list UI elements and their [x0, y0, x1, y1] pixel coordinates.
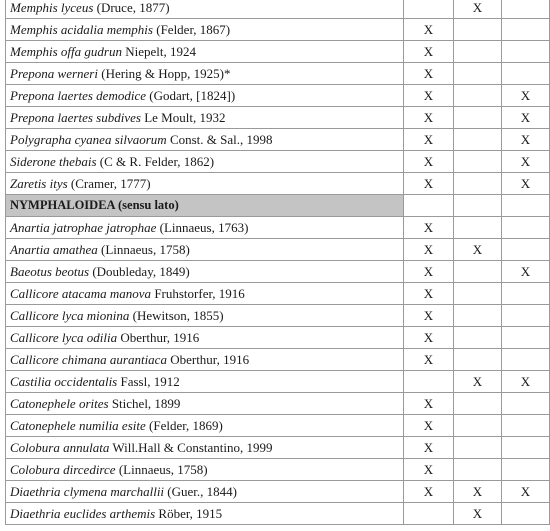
species-name-cell [6, 481, 404, 503]
species-binomial: Catonephele orites [10, 395, 109, 411]
species-authority: (Hering & Hopp, 1925)* [97, 65, 231, 81]
species-binomial: Castilia occidentalis [10, 373, 118, 389]
species-binomial: Anartia amathea [10, 241, 98, 257]
presence-mark-col-1: X [404, 41, 454, 63]
presence-mark-col-3: X [502, 261, 550, 283]
table-row [6, 41, 550, 63]
presence-mark-col-2 [454, 63, 502, 85]
table-row [6, 415, 550, 437]
presence-mark-col-3 [502, 305, 550, 327]
table-row [6, 217, 550, 239]
species-authority: (C & R. Felder, 1862) [96, 153, 215, 169]
presence-mark-col-1: X [404, 305, 454, 327]
presence-mark-col-3 [502, 19, 550, 41]
presence-mark-col-1: X [404, 129, 454, 151]
table-row [6, 437, 550, 459]
presence-mark-col-1: X [404, 217, 454, 239]
species-authority: (Doubleday, 1849) [89, 263, 190, 279]
species-binomial: Prepona laertes subdives [10, 109, 141, 125]
species-authority: (Hewitson, 1855) [129, 307, 224, 323]
presence-mark-col-1: X [404, 459, 454, 481]
species-authority: Const. & Sal., 1998 [166, 131, 273, 147]
species-binomial: Callicore atacama manova [10, 285, 152, 301]
table-row [6, 371, 550, 393]
table-row [6, 107, 550, 129]
presence-mark-col-3 [502, 459, 550, 481]
presence-mark-col-3 [502, 217, 550, 239]
presence-mark-col-1: X [404, 85, 454, 107]
species-binomial: Prepona werneri [10, 65, 98, 81]
species-binomial: Diaethria clymena marchallii [10, 483, 165, 499]
presence-mark-col-1: X [404, 481, 454, 503]
table-row [6, 283, 550, 305]
species-authority: (Linnaeus, 1763) [156, 219, 249, 235]
species-binomial: Memphis lyceus [10, 0, 94, 15]
presence-mark-col-3: X [502, 107, 550, 129]
section-blank-cell [404, 195, 454, 217]
section-header: NYMPHALOIDEA (sensu lato) [6, 195, 404, 217]
presence-mark-col-3 [502, 437, 550, 459]
species-authority: (Guer., 1844) [164, 483, 237, 499]
species-table-body [6, 0, 550, 525]
presence-mark-col-1: X [404, 283, 454, 305]
presence-mark-col-2 [454, 85, 502, 107]
presence-mark-col-1 [404, 503, 454, 525]
species-name-cell [6, 19, 404, 41]
presence-mark-col-2 [454, 41, 502, 63]
table-row [6, 0, 550, 19]
presence-mark-col-3: X [502, 85, 550, 107]
table-row [6, 85, 550, 107]
presence-mark-col-3 [502, 63, 550, 85]
species-name-cell [6, 0, 404, 19]
presence-mark-col-3: X [502, 129, 550, 151]
presence-mark-col-3 [502, 283, 550, 305]
presence-mark-col-1 [404, 371, 454, 393]
section-blank-cell [454, 195, 502, 217]
table-row [6, 63, 550, 85]
presence-mark-col-1: X [404, 151, 454, 173]
presence-mark-col-2: X [454, 371, 502, 393]
species-binomial: Polygrapha cyanea silvaorum [10, 131, 167, 147]
presence-mark-col-3 [502, 0, 550, 19]
presence-mark-col-1: X [404, 349, 454, 371]
presence-mark-col-2 [454, 173, 502, 195]
species-name-cell [6, 415, 404, 437]
presence-mark-col-2: X [454, 503, 502, 525]
presence-mark-col-1: X [404, 393, 454, 415]
species-name-cell [6, 327, 404, 349]
presence-mark-col-3: X [502, 371, 550, 393]
presence-mark-col-2 [454, 349, 502, 371]
presence-mark-col-2 [454, 459, 502, 481]
presence-mark-col-2 [454, 327, 502, 349]
presence-mark-col-2 [454, 261, 502, 283]
presence-mark-col-1: X [404, 19, 454, 41]
species-binomial: Colobura dircedirce [10, 461, 116, 477]
species-name-cell [6, 349, 404, 371]
presence-mark-col-3 [502, 415, 550, 437]
presence-mark-col-3: X [502, 481, 550, 503]
presence-mark-col-2 [454, 437, 502, 459]
species-name-cell [6, 173, 404, 195]
presence-mark-col-2 [454, 393, 502, 415]
species-authority: Will.Hall & Constantino, 1999 [109, 439, 273, 455]
presence-mark-col-1: X [404, 327, 454, 349]
species-authority: Oberthur, 1916 [117, 329, 200, 345]
species-name-cell [6, 437, 404, 459]
species-binomial: Baeotus beotus [10, 263, 90, 279]
species-binomial: Prepona laertes demodice [10, 87, 146, 103]
species-binomial: Memphis acidalia memphis [10, 21, 153, 37]
species-name-cell [6, 393, 404, 415]
species-binomial: Anartia jatrophae jatrophae [10, 219, 157, 235]
species-table [5, 0, 550, 525]
presence-mark-col-1: X [404, 63, 454, 85]
species-name-cell [6, 503, 404, 525]
species-authority: Le Moult, 1932 [140, 109, 226, 125]
presence-mark-col-1 [404, 0, 454, 19]
species-binomial: Colobura annulata [10, 439, 110, 455]
presence-mark-col-3 [502, 41, 550, 63]
species-name-cell [6, 85, 404, 107]
presence-mark-col-1: X [404, 173, 454, 195]
species-name-cell [6, 129, 404, 151]
table-row [6, 393, 550, 415]
species-authority: Stichel, 1899 [108, 395, 181, 411]
species-binomial: Catonephele numilia esite [10, 417, 146, 433]
presence-mark-col-3 [502, 327, 550, 349]
species-name-cell [6, 217, 404, 239]
species-authority: Fassl, 1912 [117, 373, 180, 389]
table-row [6, 349, 550, 371]
species-binomial: Siderone thebais [10, 153, 97, 169]
presence-mark-col-2: X [454, 481, 502, 503]
species-authority: (Felder, 1869) [145, 417, 223, 433]
presence-mark-col-2 [454, 415, 502, 437]
table-row [6, 261, 550, 283]
species-authority: (Linnaeus, 1758) [115, 461, 208, 477]
presence-mark-col-3 [502, 349, 550, 371]
species-binomial: Callicore lyca mionina [10, 307, 130, 323]
species-name-cell [6, 239, 404, 261]
species-binomial: Memphis offa gudrun [10, 43, 122, 59]
presence-mark-col-1: X [404, 261, 454, 283]
species-authority: Niepelt, 1924 [121, 43, 196, 59]
species-authority: Fruhstorfer, 1916 [151, 285, 245, 301]
species-name-cell [6, 41, 404, 63]
presence-mark-col-2: X [454, 239, 502, 261]
presence-mark-col-2 [454, 129, 502, 151]
presence-mark-col-3: X [502, 173, 550, 195]
presence-mark-col-2 [454, 19, 502, 41]
section-header-row [6, 195, 550, 217]
table-row [6, 481, 550, 503]
presence-mark-col-3 [502, 503, 550, 525]
presence-mark-col-1: X [404, 415, 454, 437]
species-name-cell [6, 371, 404, 393]
table-row [6, 239, 550, 261]
table-row [6, 129, 550, 151]
table-row [6, 503, 550, 525]
section-blank-cell [502, 195, 550, 217]
table-row [6, 19, 550, 41]
species-authority: (Godart, [1824]) [145, 87, 236, 103]
presence-mark-col-2 [454, 217, 502, 239]
table-row [6, 305, 550, 327]
presence-mark-col-2 [454, 305, 502, 327]
species-binomial: Callicore chimana aurantiaca [10, 351, 167, 367]
species-name-cell [6, 261, 404, 283]
species-name-cell [6, 305, 404, 327]
species-name-cell [6, 107, 404, 129]
species-authority: Oberthur, 1916 [166, 351, 250, 367]
species-authority: (Druce, 1877) [93, 0, 170, 15]
species-binomial: Callicore lyca odilia [10, 329, 118, 345]
presence-mark-col-3: X [502, 151, 550, 173]
table-row [6, 173, 550, 195]
table-row [6, 327, 550, 349]
presence-mark-col-2 [454, 151, 502, 173]
table-row [6, 151, 550, 173]
species-name-cell [6, 63, 404, 85]
species-authority: (Cramer, 1777) [67, 175, 151, 191]
presence-mark-col-2: X [454, 0, 502, 19]
table-row [6, 459, 550, 481]
presence-mark-col-2 [454, 107, 502, 129]
species-name-cell [6, 151, 404, 173]
species-name-cell [6, 459, 404, 481]
species-authority: (Linnaeus, 1758) [97, 241, 190, 257]
species-binomial: Zaretis itys [10, 175, 68, 191]
species-name-cell [6, 283, 404, 305]
presence-mark-col-1: X [404, 107, 454, 129]
presence-mark-col-3 [502, 239, 550, 261]
species-authority: Röber, 1915 [155, 505, 223, 521]
presence-mark-col-1: X [404, 239, 454, 261]
presence-mark-col-2 [454, 283, 502, 305]
species-binomial: Diaethria euclides arthemis [10, 505, 156, 521]
species-authority: (Felder, 1867) [152, 21, 231, 37]
presence-mark-col-1: X [404, 437, 454, 459]
presence-mark-col-3 [502, 393, 550, 415]
